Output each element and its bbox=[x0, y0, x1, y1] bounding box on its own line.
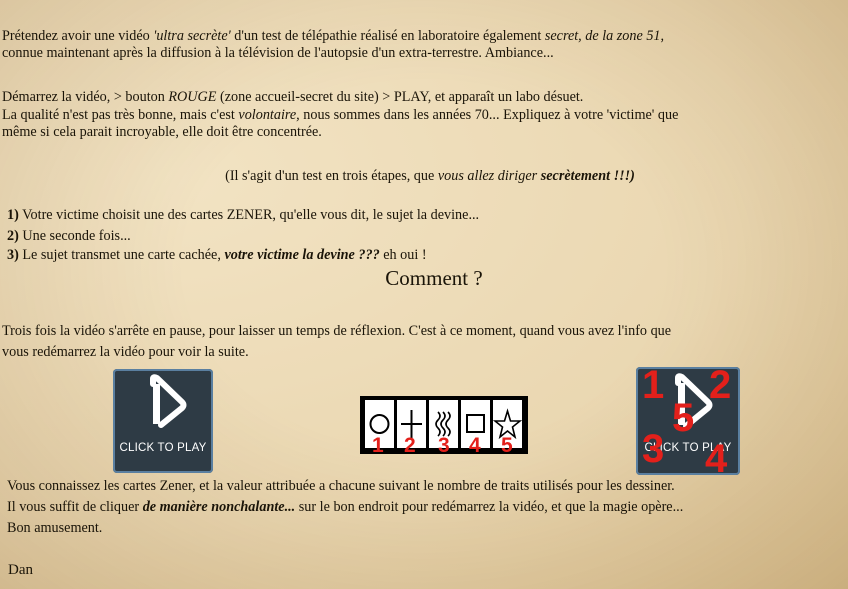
note-strong: secrètement !!!) bbox=[540, 168, 635, 184]
zone-number[interactable]: 3 bbox=[642, 427, 665, 471]
start-line-1 bbox=[2, 89, 583, 106]
step-number: 3) bbox=[7, 247, 19, 263]
start-text: (zone accueil-secret du site) > PLAY, et apparaît un labo désuet. bbox=[216, 89, 584, 105]
intro-text: Prétendez avoir une vidéo bbox=[2, 28, 154, 44]
click-to-play-label: CLICK TO PLAY bbox=[644, 442, 732, 454]
pause-line-2: vous redémarrez la vidéo pour voir la suite. bbox=[2, 344, 249, 360]
start-line-3: même si cela parait incroyable, elle doit être concentrée. bbox=[2, 124, 322, 140]
outro-text: sur le bon endroit pour redémarrez la vidéo, et que la magie opère... bbox=[295, 499, 684, 515]
step-number: 2) bbox=[7, 228, 19, 244]
step-1 bbox=[7, 207, 479, 224]
comment-heading: Comment ? bbox=[385, 266, 483, 290]
zone-number[interactable]: 4 bbox=[705, 437, 728, 481]
step-number: 1) bbox=[7, 207, 19, 223]
card-number: 4 bbox=[469, 434, 481, 457]
step-text: eh oui ! bbox=[379, 247, 427, 263]
play-icon bbox=[113, 369, 213, 473]
start-text: Démarrez la vidéo, > bouton bbox=[2, 89, 169, 105]
zone-number[interactable]: 2 bbox=[709, 363, 732, 407]
zone-number[interactable]: 1 bbox=[642, 363, 665, 407]
click-to-play-label: CLICK TO PLAY bbox=[119, 442, 207, 454]
intro-text: d'un test de télépathie réalisé en laboratoire également bbox=[230, 28, 545, 44]
click-to-play-zones-button[interactable] bbox=[636, 363, 740, 481]
click-to-play-button[interactable] bbox=[113, 369, 213, 473]
step-3 bbox=[7, 247, 427, 264]
pause-line-1: Trois fois la vidéo s'arrête en pause, pour laisser un temps de réflexion. C'est à ce moment, quand vous avez l'info que bbox=[2, 323, 672, 339]
card-number: 3 bbox=[438, 434, 450, 457]
intro-emph: secret, de la zone 51, bbox=[544, 28, 665, 44]
card-number: 1 bbox=[372, 434, 384, 457]
step-text: Une seconde fois... bbox=[18, 228, 131, 244]
intro-line-1 bbox=[2, 28, 664, 45]
step-text: Votre victime choisit une des cartes ZENER, qu'elle vous dit, le sujet la devine... bbox=[18, 207, 480, 223]
step-text: Le sujet transmet une carte cachée, bbox=[18, 247, 225, 263]
outro-line-3: Bon amusement. bbox=[7, 520, 103, 536]
intro-line-2: connue maintenant après la diffusion à la télévision de l'autopsie d'un extra-terrestre. Ambiance... bbox=[2, 45, 554, 61]
intro-emph: 'ultra secrète' bbox=[153, 28, 231, 44]
card-number: 5 bbox=[501, 434, 513, 457]
start-text: La qualité n'est pas très bonne, mais c'est bbox=[2, 107, 239, 123]
outro-text: Il vous suffit de cliquer bbox=[7, 499, 143, 515]
note-emph: vous allez diriger bbox=[437, 168, 541, 184]
outro-line-2 bbox=[7, 499, 683, 516]
note-text: (Il s'agit d'un test en trois étapes, que bbox=[225, 168, 438, 184]
step-2 bbox=[7, 228, 131, 245]
card-number: 2 bbox=[404, 434, 416, 457]
test-note bbox=[6, 168, 848, 185]
start-text: nous sommes dans les années 70... Expliquez à votre 'victime' que bbox=[299, 107, 679, 123]
outro-emph: de manière nonchalante... bbox=[142, 499, 296, 515]
signature: Dan bbox=[8, 562, 33, 578]
start-emph: volontaire, bbox=[238, 107, 300, 123]
start-line-2 bbox=[2, 107, 678, 124]
start-emph: ROUGE bbox=[168, 89, 217, 105]
step-emph: votre victime la devine ??? bbox=[224, 247, 380, 263]
zone-number[interactable]: 5 bbox=[672, 396, 695, 440]
outro-line-1: Vous connaissez les cartes Zener, et la valeur attribuée a chacune suivant le nombre de traits utilisés pour les dessiner. bbox=[7, 478, 675, 494]
